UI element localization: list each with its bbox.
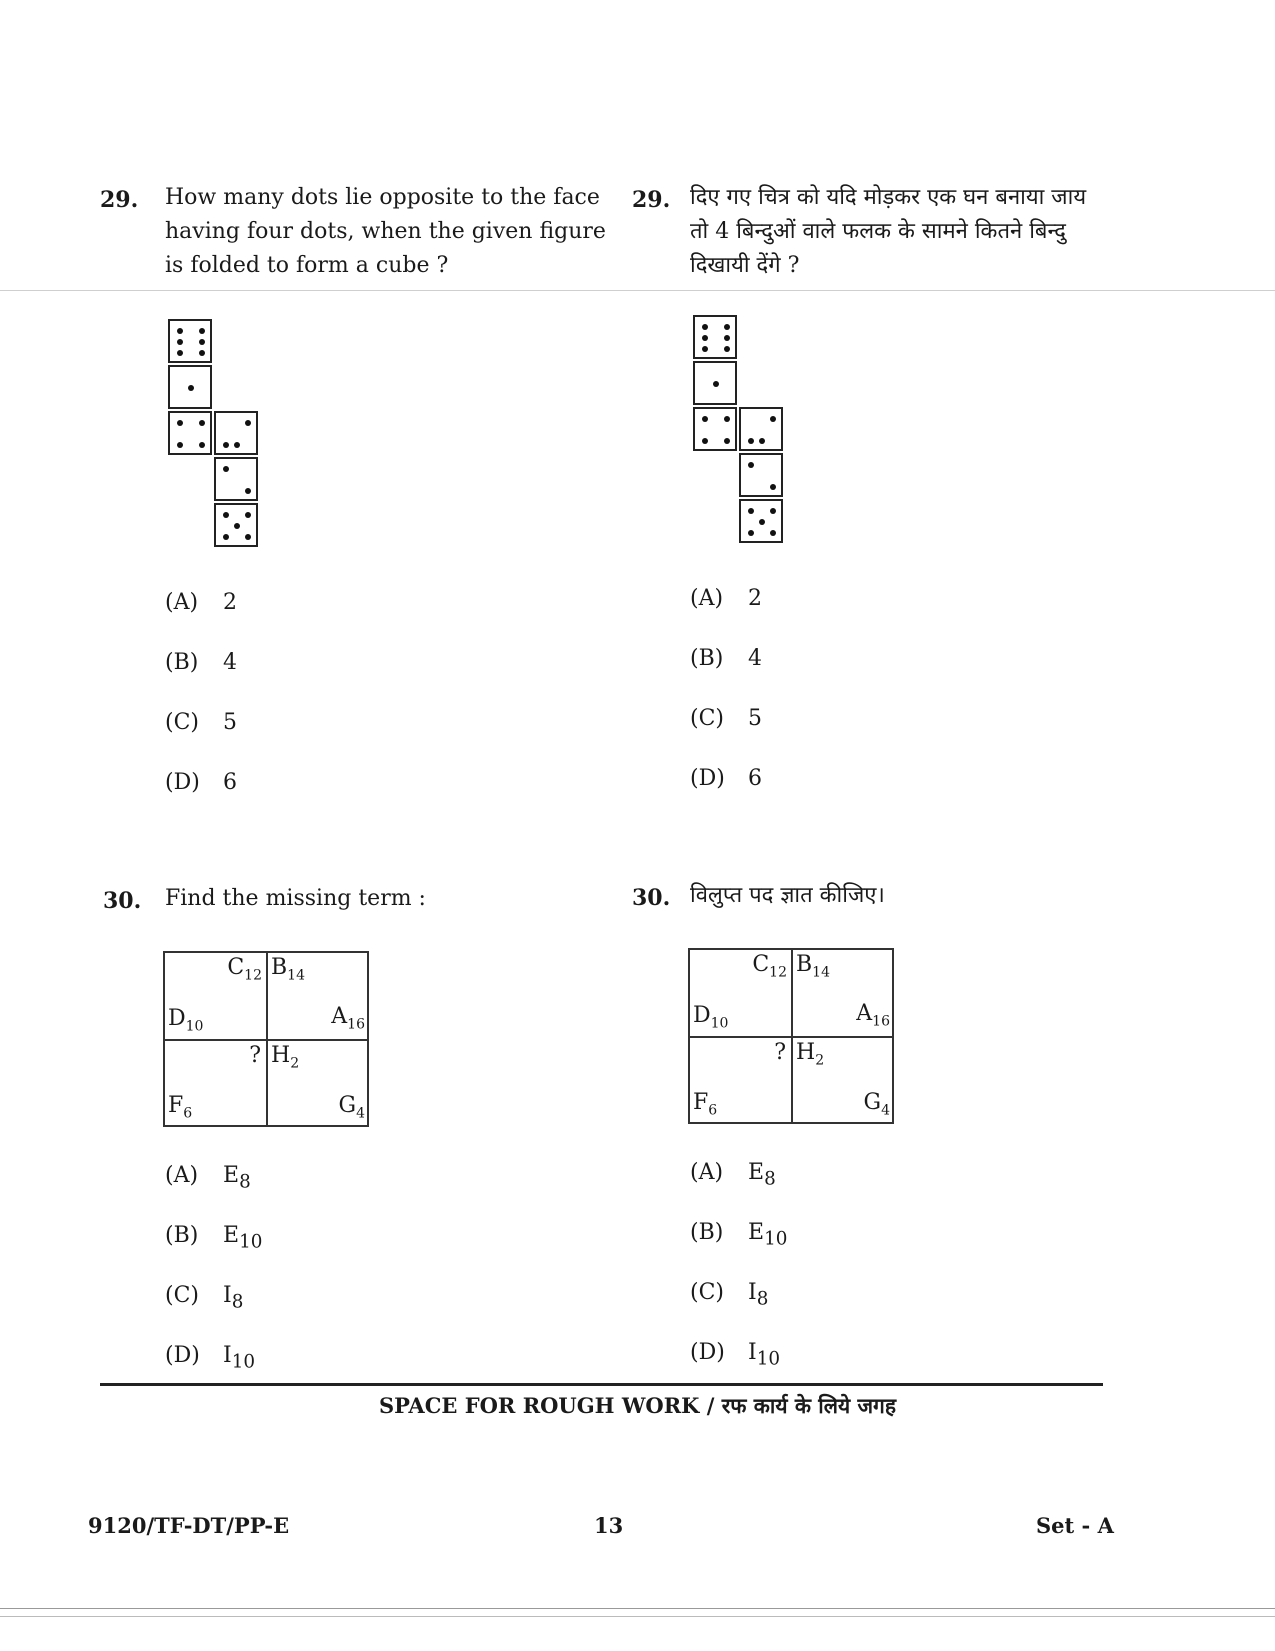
q29-text-hi-line1: दिए गए चित्र को यदि मोड़कर एक घन बनाया जाय: [690, 185, 1087, 210]
option-label: (A): [690, 586, 724, 611]
option-label: (C): [165, 710, 199, 735]
cube-net-figure-hi: [693, 315, 793, 551]
option-letter: E: [223, 1163, 240, 1188]
q30-text-en: Find the missing term :: [165, 886, 426, 911]
dot: [770, 416, 776, 422]
dot: [199, 442, 205, 448]
option-label: (C): [690, 1280, 724, 1305]
option-label: (D): [165, 770, 200, 795]
grid-term-h: $H_2$: [796, 1040, 825, 1069]
option-value: 4: [223, 650, 237, 675]
dot: [223, 512, 229, 518]
net-face-one: [693, 361, 737, 405]
dot: [199, 328, 205, 334]
dot: [177, 420, 183, 426]
dot: [177, 350, 183, 356]
net-face-six: [693, 315, 737, 359]
option-label: (D): [690, 766, 725, 791]
option-letter: I: [748, 1280, 757, 1305]
option-label: (B): [690, 646, 724, 671]
option-value: 2: [748, 586, 762, 611]
grid-term-a: $A_{16}$: [856, 1001, 890, 1030]
dot: [188, 385, 194, 391]
grid-term-f: $F_6$: [168, 1093, 193, 1122]
option-label: (B): [165, 650, 199, 675]
q29-option-a-hi[interactable]: [690, 586, 762, 611]
q29-option-c-en[interactable]: [165, 710, 237, 735]
grid-term-h: $H_2$: [271, 1043, 300, 1072]
dot: [199, 339, 205, 345]
dot: [199, 350, 205, 356]
scan-edge: [0, 1608, 1275, 1609]
page-number: 13: [594, 1513, 624, 1538]
option-label: (A): [690, 1160, 724, 1185]
dot: [748, 438, 754, 444]
q30-number-en: 30.: [103, 888, 142, 914]
grid-term-c: $C_{12}$: [752, 952, 787, 981]
q29-text-hi: [690, 181, 1086, 283]
option-subscript: 10: [231, 1351, 256, 1373]
dot: [223, 442, 229, 448]
dot: [748, 530, 754, 536]
dot: [177, 442, 183, 448]
option-subscript: 10: [756, 1348, 781, 1370]
option-label: (B): [690, 1220, 724, 1245]
q29-text-en-line1: How many dots lie opposite to the face: [165, 185, 600, 210]
q29-number-hi: 29.: [632, 187, 671, 213]
q29-option-d-en[interactable]: [165, 770, 237, 795]
option-label: (C): [165, 1283, 199, 1308]
dot: [713, 381, 719, 387]
dot: [223, 466, 229, 472]
grid-term-g: $G_4$: [338, 1093, 365, 1122]
option-letter: I: [223, 1283, 232, 1308]
q30-option-a-hi[interactable]: [690, 1160, 776, 1189]
dot: [759, 519, 765, 525]
net-face-three: [739, 407, 783, 451]
q29-text-en: [165, 181, 606, 283]
option-subscript: 8: [756, 1288, 769, 1310]
dot: [770, 508, 776, 514]
dot: [770, 530, 776, 536]
dot: [748, 462, 754, 468]
letter-grid-hi: [688, 948, 894, 1124]
q29-text-hi-line2: तो 4 बिन्दुओं वाले फलक के सामने कितने बिन्दु: [690, 219, 1066, 244]
option-label: (D): [165, 1343, 200, 1368]
q30-option-d-en[interactable]: [165, 1343, 255, 1372]
dot: [234, 442, 240, 448]
rough-work-label: SPACE FOR ROUGH WORK / रफ कार्य के लिये जगह: [378, 1393, 897, 1418]
q29-text-hi-line3: दिखायी देंगे ?: [690, 253, 800, 278]
option-letter: E: [748, 1160, 765, 1185]
option-label: (D): [690, 1340, 725, 1365]
grid-term-f: $F_6$: [693, 1090, 718, 1119]
option-subscript: 10: [764, 1228, 788, 1250]
q29-option-d-hi[interactable]: [690, 766, 762, 791]
dot: [702, 335, 708, 341]
dot: [702, 438, 708, 444]
q30-option-a-en[interactable]: [165, 1163, 251, 1192]
q29-text-en-line2: having four dots, when the given figure: [165, 219, 606, 244]
grid-term-a: $A_{16}$: [331, 1004, 365, 1033]
scan-edge: [0, 1616, 1275, 1617]
dot: [223, 534, 229, 540]
q30-option-d-hi[interactable]: [690, 1340, 780, 1369]
option-letter: I: [748, 1340, 757, 1365]
q29-option-c-hi[interactable]: [690, 706, 762, 731]
dot: [702, 416, 708, 422]
dot: [724, 335, 730, 341]
dot: [245, 512, 251, 518]
net-face-one: [168, 365, 212, 409]
q30-option-c-hi[interactable]: [690, 1280, 768, 1309]
grid-term-d: $D_{10}$: [168, 1006, 204, 1035]
grid-term-d: $D_{10}$: [693, 1003, 729, 1032]
grid-divider-horizontal: [690, 1036, 892, 1038]
grid-term-b: $B_{14}$: [271, 955, 305, 984]
q29-option-b-en[interactable]: [165, 650, 237, 675]
option-value: 5: [223, 710, 237, 735]
paper-code: 9120/TF-DT/PP-E: [88, 1513, 290, 1538]
dot: [724, 324, 730, 330]
net-face-three: [214, 411, 258, 455]
dot: [245, 420, 251, 426]
q29-option-b-hi[interactable]: [690, 646, 762, 671]
net-face-two: [739, 453, 783, 497]
net-face-five: [739, 499, 783, 543]
dot: [234, 523, 240, 529]
net-face-four: [693, 407, 737, 451]
scan-line: [0, 290, 1275, 291]
dot: [724, 438, 730, 444]
dot: [770, 484, 776, 490]
set-label: Set - A: [1036, 1513, 1114, 1538]
net-face-five: [214, 503, 258, 547]
dot: [748, 508, 754, 514]
option-subscript: 8: [231, 1291, 244, 1313]
grid-term-c: $C_{12}$: [227, 955, 262, 984]
dot: [724, 416, 730, 422]
option-letter: I: [223, 1343, 232, 1368]
dot: [177, 339, 183, 345]
dot: [724, 346, 730, 352]
rough-work-divider: [100, 1383, 1103, 1386]
grid-divider-horizontal: [165, 1039, 367, 1041]
grid-missing-term: ?: [249, 1043, 261, 1068]
option-subscript: 8: [239, 1171, 251, 1193]
dot: [245, 534, 251, 540]
q30-option-c-en[interactable]: [165, 1283, 243, 1312]
grid-term-b: $B_{14}$: [796, 952, 830, 981]
letter-grid-en: [163, 951, 369, 1127]
option-label: (B): [165, 1223, 199, 1248]
option-subscript: 8: [764, 1168, 776, 1190]
option-letter: E: [748, 1220, 765, 1245]
option-letter: E: [223, 1223, 240, 1248]
q29-text-en-line3: is folded to form a cube ?: [165, 253, 449, 278]
option-value: 6: [748, 766, 762, 791]
dot: [199, 420, 205, 426]
grid-missing-term: ?: [774, 1040, 786, 1065]
dot: [759, 438, 765, 444]
net-face-two: [214, 457, 258, 501]
dot: [702, 346, 708, 352]
option-label: (A): [165, 1163, 199, 1188]
grid-term-g: $G_4$: [863, 1090, 890, 1119]
q30-option-b-hi[interactable]: [690, 1220, 787, 1249]
q30-text-hi: विलुप्त पद ज्ञात कीजिए।: [690, 883, 885, 908]
q30-number-hi: 30.: [632, 885, 671, 911]
net-face-four: [168, 411, 212, 455]
dot: [702, 324, 708, 330]
option-subscript: 10: [239, 1231, 263, 1253]
q30-option-b-en[interactable]: [165, 1223, 262, 1252]
q29-number-en: 29.: [100, 187, 139, 213]
q29-option-a-en[interactable]: [165, 590, 237, 615]
option-value: 5: [748, 706, 762, 731]
option-value: 4: [748, 646, 762, 671]
option-label: (C): [690, 706, 724, 731]
cube-net-figure-en: [168, 319, 268, 555]
option-label: (A): [165, 590, 199, 615]
option-value: 2: [223, 590, 237, 615]
net-face-six: [168, 319, 212, 363]
option-value: 6: [223, 770, 237, 795]
dot: [177, 328, 183, 334]
dot: [245, 488, 251, 494]
